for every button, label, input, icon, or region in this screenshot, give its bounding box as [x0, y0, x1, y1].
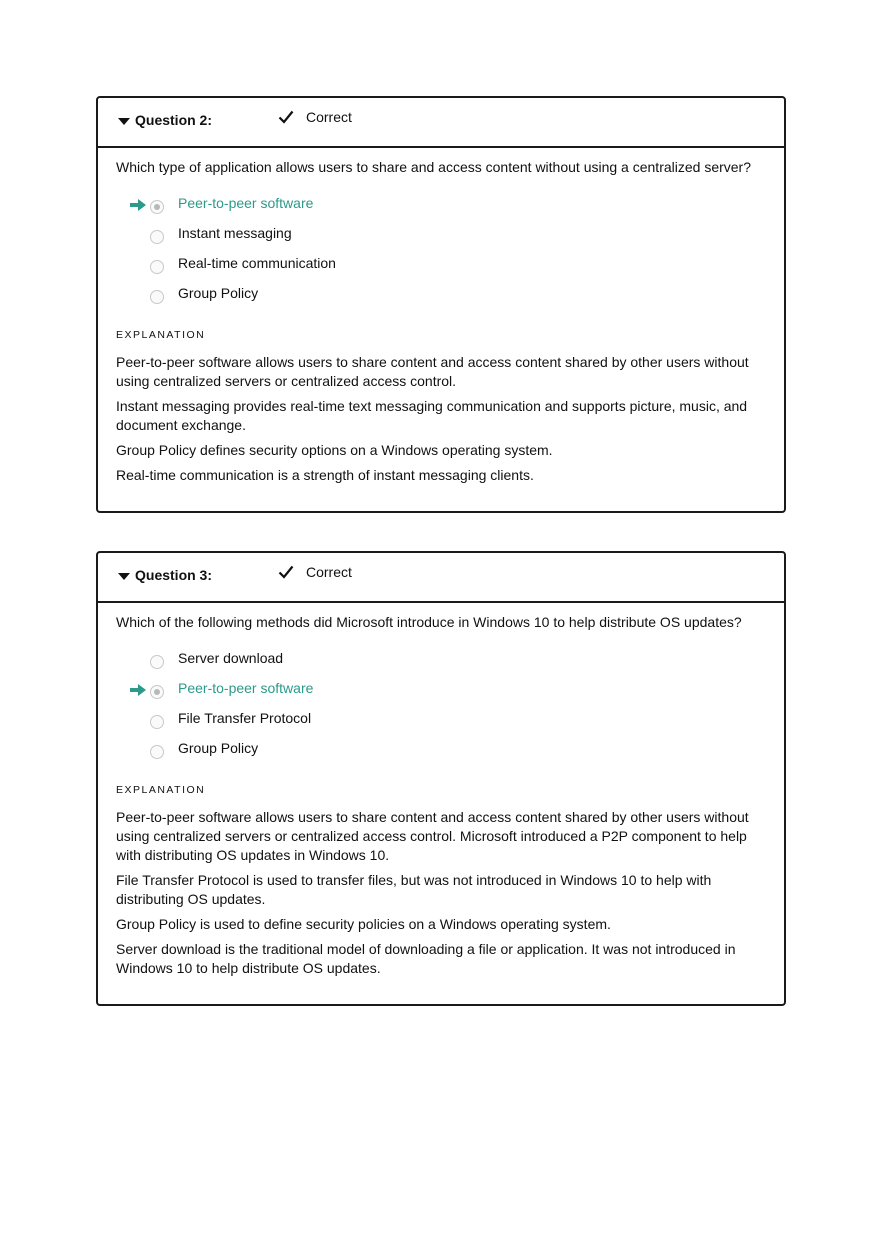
answer-option[interactable]	[116, 680, 766, 710]
question-title: Question 3:	[135, 567, 213, 583]
answer-label: Real-time communication	[178, 255, 336, 271]
answer-option[interactable]	[116, 740, 766, 770]
explanation-paragraph: Peer-to-peer software allows users to share content and access content shared by other users without using centralized servers or centralized access control.	[116, 354, 749, 389]
explanation-paragraph: Group Policy defines security options on a Windows operating system.	[116, 442, 553, 458]
explanation	[116, 353, 766, 485]
radio-button[interactable]	[150, 200, 164, 214]
answer-label: Peer-to-peer software	[178, 680, 314, 696]
answer-list	[116, 195, 766, 315]
question-header[interactable]	[98, 98, 784, 148]
answer-label: File Transfer Protocol	[178, 710, 312, 726]
explanation	[116, 808, 766, 978]
radio-button[interactable]	[150, 290, 164, 304]
checkmark-icon	[278, 109, 294, 125]
explanation-paragraph: Server download is the traditional model of downloading a file or application. It was not introduced in Windows 10 to help distribute OS updates.	[116, 941, 736, 976]
answer-list	[116, 650, 766, 770]
explanation-heading: EXPLANATION	[116, 784, 206, 796]
explanation-paragraph: Group Policy is used to define security policies on a Windows operating system.	[116, 916, 611, 932]
answer-label: Instant messaging	[178, 225, 292, 241]
answer-label: Group Policy	[178, 285, 259, 301]
question-header[interactable]	[98, 553, 784, 603]
explanation-heading: EXPLANATION	[116, 329, 206, 341]
explanation-paragraph: File Transfer Protocol is used to transfer files, but was not introduced in Windows 10 to help with distributing OS updates.	[116, 872, 712, 907]
question-text: Which of the following methods did Microsoft introduce in Windows 10 to help distribute OS updates?	[116, 614, 742, 630]
question-body	[98, 148, 784, 511]
answer-option[interactable]	[116, 225, 766, 255]
question-body	[98, 603, 784, 1004]
answer-label: Peer-to-peer software	[178, 195, 314, 211]
status-label: Correct	[306, 564, 352, 580]
explanation-paragraph: Real-time communication is a strength of instant messaging clients.	[116, 467, 534, 483]
radio-button[interactable]	[150, 260, 164, 274]
collapse-caret-icon[interactable]	[118, 573, 130, 580]
answer-option[interactable]	[116, 255, 766, 285]
answer-label: Server download	[178, 650, 284, 666]
status-label: Correct	[306, 109, 352, 125]
radio-button[interactable]	[150, 655, 164, 669]
question-text: Which type of application allows users to share and access content without using a centralized server?	[116, 159, 752, 175]
checkmark-icon	[278, 564, 294, 580]
question-card	[96, 551, 786, 1006]
radio-button[interactable]	[150, 715, 164, 729]
answer-option[interactable]	[116, 650, 766, 680]
answer-option[interactable]	[116, 285, 766, 315]
radio-button[interactable]	[150, 685, 164, 699]
answer-label: Group Policy	[178, 740, 259, 756]
explanation-paragraph: Instant messaging provides real-time text messaging communication and supports picture, music, and document exchange.	[116, 398, 748, 433]
radio-button[interactable]	[150, 745, 164, 759]
explanation-paragraph: Peer-to-peer software allows users to share content and access content shared by other users without using centralized servers or centralized access control. Microsoft introduced a P2P component to help with distributing OS updates in Windows 10.	[116, 809, 749, 863]
selected-arrow-icon	[130, 199, 146, 211]
answer-option[interactable]	[116, 710, 766, 740]
question-card	[96, 96, 786, 513]
collapse-caret-icon[interactable]	[118, 118, 130, 125]
radio-button[interactable]	[150, 230, 164, 244]
selected-arrow-icon	[130, 684, 146, 696]
answer-option[interactable]	[116, 195, 766, 225]
question-title: Question 2:	[135, 112, 213, 128]
